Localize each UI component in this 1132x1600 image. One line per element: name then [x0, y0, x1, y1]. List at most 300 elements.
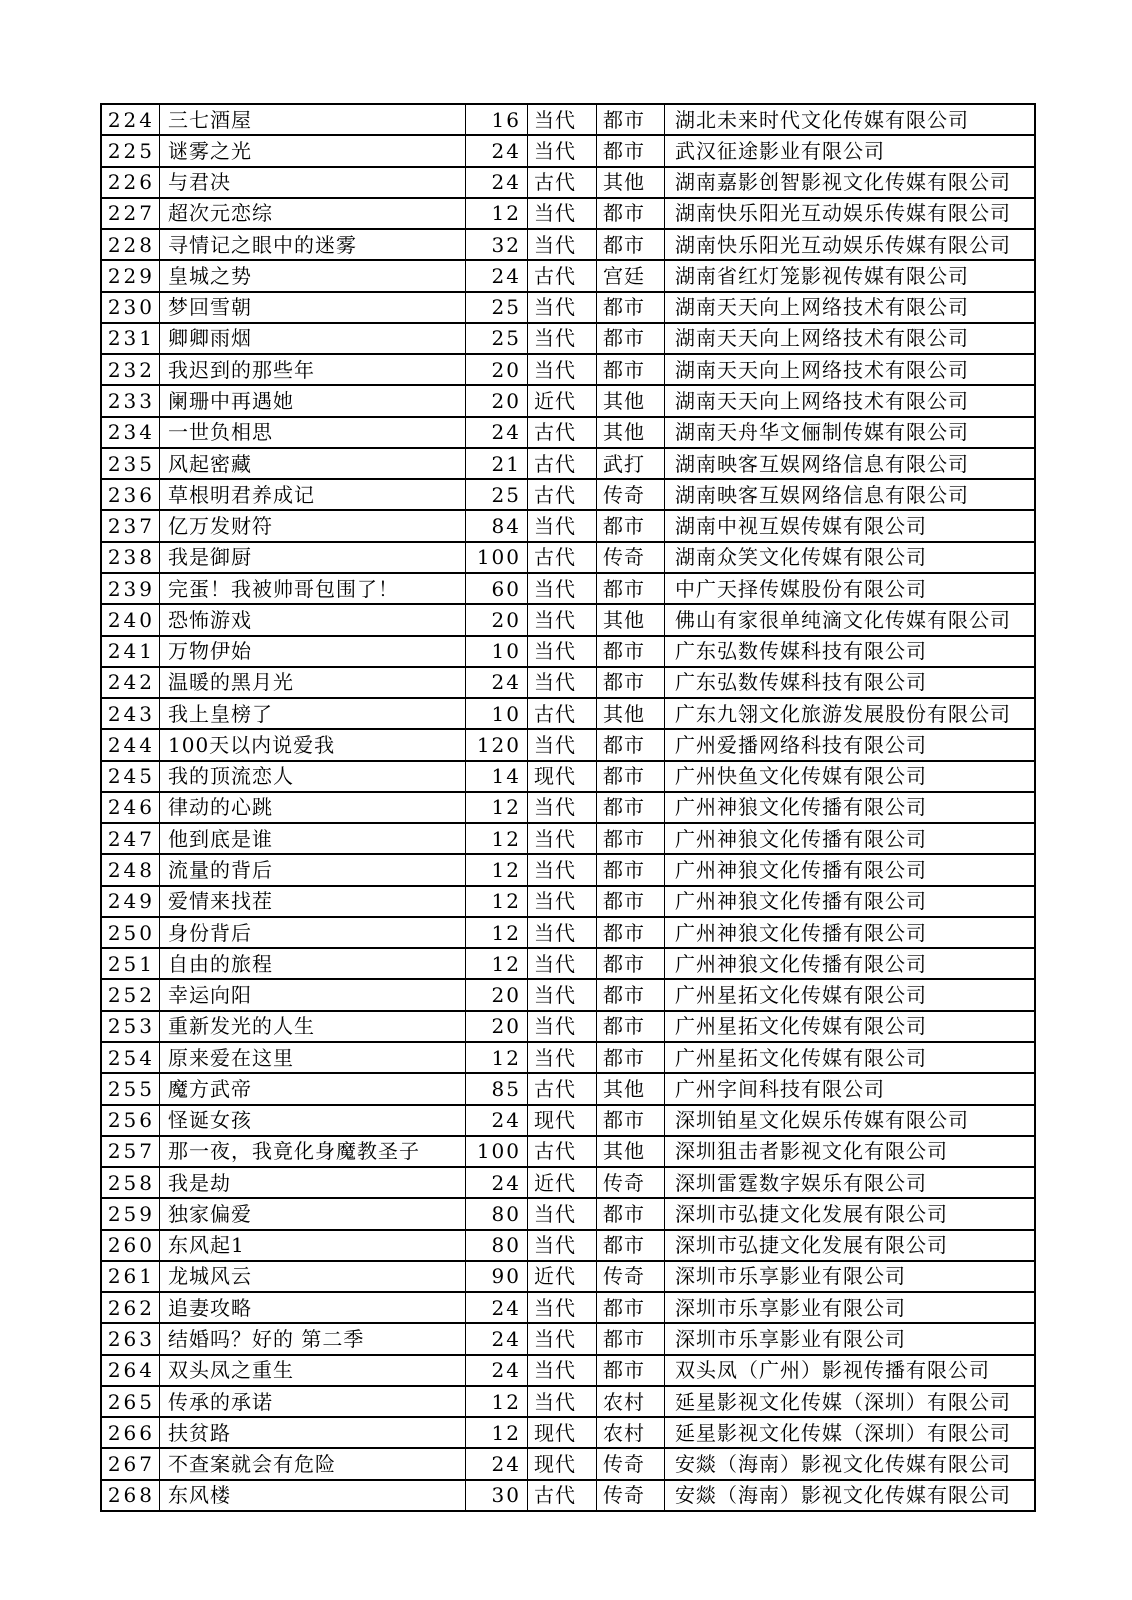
row-260-title: 东风起1 [160, 1231, 466, 1260]
row-241-episodes: 10 [466, 637, 528, 666]
row-225-no: 225 [102, 136, 160, 165]
table-row [102, 949, 1034, 980]
row-228-no: 228 [102, 230, 160, 259]
row-256-title: 怪诞女孩 [160, 1106, 466, 1135]
row-266-era: 现代 [528, 1418, 597, 1447]
row-232-genre: 都市 [597, 355, 665, 384]
table-row [102, 511, 1034, 542]
table-row [102, 355, 1034, 386]
row-255-episodes: 85 [466, 1074, 528, 1103]
row-228-era: 当代 [528, 230, 597, 259]
row-238-episodes: 100 [466, 543, 528, 572]
row-240-episodes: 20 [466, 605, 528, 634]
row-246-no: 246 [102, 793, 160, 822]
row-250-genre: 都市 [597, 918, 665, 947]
row-254-no: 254 [102, 1043, 160, 1072]
row-240-company: 佛山有家很单纯滴文化传媒有限公司 [675, 607, 1011, 632]
row-245-episodes: 14 [466, 762, 528, 791]
row-251-era: 当代 [528, 949, 597, 978]
table-row [102, 261, 1034, 292]
row-257-company: 深圳狙击者影视文化有限公司 [675, 1139, 948, 1164]
table-row [102, 1449, 1034, 1480]
row-243-title: 我上皇榜了 [160, 699, 466, 728]
row-268-genre: 传奇 [597, 1481, 665, 1510]
table-row [102, 824, 1034, 855]
row-251-episodes: 12 [466, 949, 528, 978]
table-row [102, 1231, 1034, 1262]
row-264-company: 双头凤（广州）影视传播有限公司 [675, 1358, 990, 1383]
row-229-company: 湖南省红灯笼影视传媒有限公司 [675, 263, 969, 288]
table-row [102, 386, 1034, 417]
row-225-genre: 都市 [597, 136, 665, 165]
row-264-title: 双头凤之重生 [160, 1356, 466, 1385]
row-244-company: 广州爱播网络科技有限公司 [675, 732, 927, 757]
row-248-era: 当代 [528, 855, 597, 884]
row-234-genre: 其他 [597, 418, 665, 447]
table-row [102, 887, 1034, 918]
row-249-genre: 都市 [597, 887, 665, 916]
row-255-genre: 其他 [597, 1074, 665, 1103]
row-261-episodes: 90 [466, 1262, 528, 1291]
row-251-company: 广州神狼文化传播有限公司 [675, 951, 927, 976]
row-250-company: 广州神狼文化传播有限公司 [675, 920, 927, 945]
row-247-genre: 都市 [597, 824, 665, 853]
row-262-no: 262 [102, 1293, 160, 1322]
row-238-no: 238 [102, 543, 160, 572]
row-242-no: 242 [102, 668, 160, 697]
table-row [102, 480, 1034, 511]
row-233-title: 阑珊中再遇她 [160, 386, 466, 415]
row-238-era: 古代 [528, 543, 597, 572]
row-247-episodes: 12 [466, 824, 528, 853]
row-234-episodes: 24 [466, 418, 528, 447]
row-241-company: 广东弘数传媒科技有限公司 [675, 639, 927, 664]
row-237-title: 亿万发财符 [160, 511, 466, 540]
row-240-title: 恐怖游戏 [160, 605, 466, 634]
row-259-genre: 都市 [597, 1199, 665, 1228]
table-row [102, 199, 1034, 230]
row-261-genre: 传奇 [597, 1262, 665, 1291]
row-252-episodes: 20 [466, 980, 528, 1009]
row-235-genre: 武打 [597, 449, 665, 478]
row-268-no: 268 [102, 1481, 160, 1510]
row-258-genre: 传奇 [597, 1168, 665, 1197]
row-225-company: 武汉征途影业有限公司 [675, 138, 885, 163]
row-261-title: 龙城风云 [160, 1262, 466, 1291]
table-row [102, 793, 1034, 824]
row-234-title: 一世负相思 [160, 418, 466, 447]
row-252-title: 幸运向阳 [160, 980, 466, 1009]
row-226-genre: 其他 [597, 168, 665, 197]
row-248-no: 248 [102, 855, 160, 884]
row-234-no: 234 [102, 418, 160, 447]
table-row [102, 1137, 1034, 1168]
row-228-episodes: 32 [466, 230, 528, 259]
row-229-genre: 宫廷 [597, 261, 665, 290]
row-246-genre: 都市 [597, 793, 665, 822]
row-236-company: 湖南映客互娱网络信息有限公司 [675, 482, 969, 507]
row-263-no: 263 [102, 1324, 160, 1353]
row-246-company: 广州神狼文化传播有限公司 [675, 795, 927, 820]
row-246-episodes: 12 [466, 793, 528, 822]
row-224-title: 三七酒屋 [160, 105, 466, 134]
table-row [102, 699, 1034, 730]
row-242-genre: 都市 [597, 668, 665, 697]
row-258-title: 我是劫 [160, 1168, 466, 1197]
row-230-company: 湖南天天向上网络技术有限公司 [675, 295, 969, 320]
row-239-era: 当代 [528, 574, 597, 603]
row-267-era: 现代 [528, 1449, 597, 1478]
row-240-era: 当代 [528, 605, 597, 634]
table-row [102, 543, 1034, 574]
table-row [102, 324, 1034, 355]
row-239-no: 239 [102, 574, 160, 603]
row-227-title: 超次元恋综 [160, 199, 466, 228]
row-259-episodes: 80 [466, 1199, 528, 1228]
row-229-episodes: 24 [466, 261, 528, 290]
row-239-genre: 都市 [597, 574, 665, 603]
table-row [102, 1418, 1034, 1449]
row-244-episodes: 120 [466, 730, 528, 759]
row-226-no: 226 [102, 168, 160, 197]
row-226-title: 与君决 [160, 168, 466, 197]
row-261-era: 近代 [528, 1262, 597, 1291]
row-229-no: 229 [102, 261, 160, 290]
row-253-genre: 都市 [597, 1012, 665, 1041]
row-262-genre: 都市 [597, 1293, 665, 1322]
row-227-company: 湖南快乐阳光互动娱乐传媒有限公司 [675, 201, 1011, 226]
table-row [102, 855, 1034, 886]
row-224-company: 湖北未来时代文化传媒有限公司 [675, 107, 969, 132]
row-257-era: 古代 [528, 1137, 597, 1166]
row-268-episodes: 30 [466, 1481, 528, 1510]
row-227-era: 当代 [528, 199, 597, 228]
row-256-era: 现代 [528, 1106, 597, 1135]
table-row [102, 1324, 1034, 1355]
row-228-genre: 都市 [597, 230, 665, 259]
table-row [102, 1356, 1034, 1387]
row-230-genre: 都市 [597, 293, 665, 322]
row-255-no: 255 [102, 1074, 160, 1103]
row-265-title: 传承的承诺 [160, 1387, 466, 1416]
row-226-company: 湖南嘉影创智影视文化传媒有限公司 [675, 170, 1011, 195]
row-264-era: 当代 [528, 1356, 597, 1385]
row-255-era: 古代 [528, 1074, 597, 1103]
row-266-episodes: 12 [466, 1418, 528, 1447]
row-257-no: 257 [102, 1137, 160, 1166]
row-254-episodes: 12 [466, 1043, 528, 1072]
row-232-era: 当代 [528, 355, 597, 384]
row-256-company: 深圳铂星文化娱乐传媒有限公司 [675, 1108, 969, 1133]
row-253-episodes: 20 [466, 1012, 528, 1041]
row-264-genre: 都市 [597, 1356, 665, 1385]
row-254-title: 原来爱在这里 [160, 1043, 466, 1072]
row-263-genre: 都市 [597, 1324, 665, 1353]
row-237-company: 湖南中视互娱传媒有限公司 [675, 514, 927, 539]
row-260-company: 深圳市弘捷文化发展有限公司 [675, 1233, 948, 1258]
row-266-genre: 农村 [597, 1418, 665, 1447]
row-224-genre: 都市 [597, 105, 665, 134]
row-232-no: 232 [102, 355, 160, 384]
row-267-genre: 传奇 [597, 1449, 665, 1478]
table-row [102, 1293, 1034, 1324]
table-row [102, 668, 1034, 699]
row-233-genre: 其他 [597, 386, 665, 415]
row-252-genre: 都市 [597, 980, 665, 1009]
row-242-company: 广东弘数传媒科技有限公司 [675, 670, 927, 695]
row-259-title: 独家偏爱 [160, 1199, 466, 1228]
row-231-era: 当代 [528, 324, 597, 353]
row-234-era: 古代 [528, 418, 597, 447]
row-248-episodes: 12 [466, 855, 528, 884]
row-231-company: 湖南天天向上网络技术有限公司 [675, 326, 969, 351]
row-265-company: 延星影视文化传媒（深圳）有限公司 [675, 1389, 1011, 1414]
row-254-era: 当代 [528, 1043, 597, 1072]
row-262-company: 深圳市乐享影业有限公司 [675, 1295, 906, 1320]
row-241-genre: 都市 [597, 637, 665, 666]
row-262-title: 追妻攻略 [160, 1293, 466, 1322]
row-248-title: 流量的背后 [160, 855, 466, 884]
row-255-company: 广州字间科技有限公司 [675, 1076, 885, 1101]
row-225-episodes: 24 [466, 136, 528, 165]
row-254-company: 广州星拓文化传媒有限公司 [675, 1045, 927, 1070]
row-264-no: 264 [102, 1356, 160, 1385]
row-258-company: 深圳雷霆数字娱乐有限公司 [675, 1170, 927, 1195]
row-243-era: 古代 [528, 699, 597, 728]
row-268-company: 安燚（海南）影视文化传媒有限公司 [675, 1483, 1011, 1508]
row-251-no: 251 [102, 949, 160, 978]
row-266-title: 扶贫路 [160, 1418, 466, 1447]
row-240-genre: 其他 [597, 605, 665, 634]
table-row [102, 230, 1034, 261]
table-row [102, 1481, 1034, 1510]
row-241-title: 万物伊始 [160, 637, 466, 666]
row-250-era: 当代 [528, 918, 597, 947]
row-258-episodes: 24 [466, 1168, 528, 1197]
row-257-episodes: 100 [466, 1137, 528, 1166]
row-244-title: 100天以内说爱我 [160, 730, 466, 759]
row-226-episodes: 24 [466, 168, 528, 197]
drama-register-table [100, 103, 1036, 1512]
row-250-no: 250 [102, 918, 160, 947]
row-250-episodes: 12 [466, 918, 528, 947]
row-231-no: 231 [102, 324, 160, 353]
row-233-episodes: 20 [466, 386, 528, 415]
row-260-era: 当代 [528, 1231, 597, 1260]
row-267-title: 不查案就会有危险 [160, 1449, 466, 1478]
table-row [102, 1199, 1034, 1230]
table-row [102, 418, 1034, 449]
row-236-no: 236 [102, 480, 160, 509]
row-241-era: 当代 [528, 637, 597, 666]
row-236-episodes: 25 [466, 480, 528, 509]
row-228-title: 寻情记之眼中的迷雾 [160, 230, 466, 259]
row-247-era: 当代 [528, 824, 597, 853]
row-267-episodes: 24 [466, 1449, 528, 1478]
row-263-episodes: 24 [466, 1324, 528, 1353]
row-244-genre: 都市 [597, 730, 665, 759]
row-256-no: 256 [102, 1106, 160, 1135]
row-234-company: 湖南天舟华文俪制传媒有限公司 [675, 420, 969, 445]
row-250-title: 身份背后 [160, 918, 466, 947]
row-258-no: 258 [102, 1168, 160, 1197]
table-row [102, 918, 1034, 949]
row-259-no: 259 [102, 1199, 160, 1228]
row-238-genre: 传奇 [597, 543, 665, 572]
row-247-no: 247 [102, 824, 160, 853]
row-249-episodes: 12 [466, 887, 528, 916]
row-224-era: 当代 [528, 105, 597, 134]
row-231-title: 卿卿雨烟 [160, 324, 466, 353]
table-row [102, 574, 1034, 605]
table-row [102, 1168, 1034, 1199]
row-237-genre: 都市 [597, 511, 665, 540]
row-237-era: 当代 [528, 511, 597, 540]
table-row [102, 637, 1034, 668]
row-258-era: 近代 [528, 1168, 597, 1197]
row-232-title: 我迟到的那些年 [160, 355, 466, 384]
row-231-episodes: 25 [466, 324, 528, 353]
row-231-genre: 都市 [597, 324, 665, 353]
row-229-title: 皇城之势 [160, 261, 466, 290]
table-row [102, 136, 1034, 167]
row-259-era: 当代 [528, 1199, 597, 1228]
row-236-era: 古代 [528, 480, 597, 509]
row-266-no: 266 [102, 1418, 160, 1447]
table-row [102, 762, 1034, 793]
row-236-genre: 传奇 [597, 480, 665, 509]
row-245-no: 245 [102, 762, 160, 791]
row-225-era: 当代 [528, 136, 597, 165]
row-243-no: 243 [102, 699, 160, 728]
row-244-era: 当代 [528, 730, 597, 759]
row-235-title: 风起密藏 [160, 449, 466, 478]
row-243-company: 广东九翎文化旅游发展股份有限公司 [675, 701, 1011, 726]
row-235-episodes: 21 [466, 449, 528, 478]
row-252-company: 广州星拓文化传媒有限公司 [675, 983, 927, 1008]
table-row [102, 293, 1034, 324]
row-245-title: 我的顶流恋人 [160, 762, 466, 791]
row-251-title: 自由的旅程 [160, 949, 466, 978]
row-260-no: 260 [102, 1231, 160, 1260]
row-262-episodes: 24 [466, 1293, 528, 1322]
row-233-company: 湖南天天向上网络技术有限公司 [675, 389, 969, 414]
table-row [102, 1262, 1034, 1293]
row-252-no: 252 [102, 980, 160, 1009]
row-265-genre: 农村 [597, 1387, 665, 1416]
row-242-title: 温暖的黑月光 [160, 668, 466, 697]
row-255-title: 魔方武帝 [160, 1074, 466, 1103]
row-265-era: 当代 [528, 1387, 597, 1416]
row-237-episodes: 84 [466, 511, 528, 540]
row-227-genre: 都市 [597, 199, 665, 228]
row-248-company: 广州神狼文化传播有限公司 [675, 858, 927, 882]
row-235-era: 古代 [528, 449, 597, 478]
row-248-genre: 都市 [597, 855, 665, 884]
table-row [102, 1074, 1034, 1105]
table-row [102, 1043, 1034, 1074]
row-260-episodes: 80 [466, 1231, 528, 1260]
row-232-company: 湖南天天向上网络技术有限公司 [675, 357, 969, 382]
table-row [102, 449, 1034, 480]
row-266-company: 延星影视文化传媒（深圳）有限公司 [675, 1420, 1011, 1445]
row-262-era: 当代 [528, 1293, 597, 1322]
row-230-episodes: 25 [466, 293, 528, 322]
table-row [102, 168, 1034, 199]
row-245-company: 广州快鱼文化传媒有限公司 [675, 764, 927, 789]
row-249-title: 爱情来找茬 [160, 887, 466, 916]
row-236-title: 草根明君养成记 [160, 480, 466, 509]
row-267-no: 267 [102, 1449, 160, 1478]
row-249-company: 广州神狼文化传播有限公司 [675, 889, 927, 914]
row-257-genre: 其他 [597, 1137, 665, 1166]
row-261-no: 261 [102, 1262, 160, 1291]
row-245-era: 现代 [528, 762, 597, 791]
row-256-episodes: 24 [466, 1106, 528, 1135]
row-261-company: 深圳市乐享影业有限公司 [675, 1264, 906, 1289]
row-265-no: 265 [102, 1387, 160, 1416]
row-242-era: 当代 [528, 668, 597, 697]
row-225-title: 谜雾之光 [160, 136, 466, 165]
row-253-company: 广州星拓文化传媒有限公司 [675, 1014, 927, 1039]
row-241-no: 241 [102, 637, 160, 666]
row-268-era: 古代 [528, 1481, 597, 1510]
row-267-company: 安燚（海南）影视文化传媒有限公司 [675, 1452, 1011, 1477]
row-249-no: 249 [102, 887, 160, 916]
row-249-era: 当代 [528, 887, 597, 916]
row-226-era: 古代 [528, 168, 597, 197]
row-253-era: 当代 [528, 1012, 597, 1041]
row-251-genre: 都市 [597, 949, 665, 978]
table-row [102, 105, 1034, 136]
row-259-company: 深圳市弘捷文化发展有限公司 [675, 1201, 948, 1226]
row-263-company: 深圳市乐享影业有限公司 [675, 1326, 906, 1351]
row-224-episodes: 16 [466, 105, 528, 134]
row-254-genre: 都市 [597, 1043, 665, 1072]
row-247-title: 他到底是谁 [160, 824, 466, 853]
row-244-no: 244 [102, 730, 160, 759]
row-238-title: 我是御厨 [160, 543, 466, 572]
row-252-era: 当代 [528, 980, 597, 1009]
row-227-no: 227 [102, 199, 160, 228]
row-263-title: 结婚吗？好的 第二季 [160, 1324, 466, 1353]
table-row [102, 1106, 1034, 1137]
row-233-no: 233 [102, 386, 160, 415]
row-230-title: 梦回雪朝 [160, 293, 466, 322]
row-228-company: 湖南快乐阳光互动娱乐传媒有限公司 [675, 232, 1011, 257]
row-265-episodes: 12 [466, 1387, 528, 1416]
row-230-era: 当代 [528, 293, 597, 322]
row-230-no: 230 [102, 293, 160, 322]
row-239-company: 中广天择传媒股份有限公司 [675, 576, 927, 601]
row-239-title: 完蛋！我被帅哥包围了！ [160, 574, 466, 603]
row-237-no: 237 [102, 511, 160, 540]
row-235-no: 235 [102, 449, 160, 478]
row-246-era: 当代 [528, 793, 597, 822]
row-257-title: 那一夜，我竟化身魔教圣子 [160, 1137, 466, 1166]
row-246-title: 律动的心跳 [160, 793, 466, 822]
row-243-genre: 其他 [597, 699, 665, 728]
row-253-no: 253 [102, 1012, 160, 1041]
row-238-company: 湖南众笑文化传媒有限公司 [675, 545, 927, 570]
row-240-no: 240 [102, 605, 160, 634]
row-256-genre: 都市 [597, 1106, 665, 1135]
row-239-episodes: 60 [466, 574, 528, 603]
row-242-episodes: 24 [466, 668, 528, 697]
row-227-episodes: 12 [466, 199, 528, 228]
row-247-company: 广州神狼文化传播有限公司 [675, 826, 927, 851]
row-264-episodes: 24 [466, 1356, 528, 1385]
